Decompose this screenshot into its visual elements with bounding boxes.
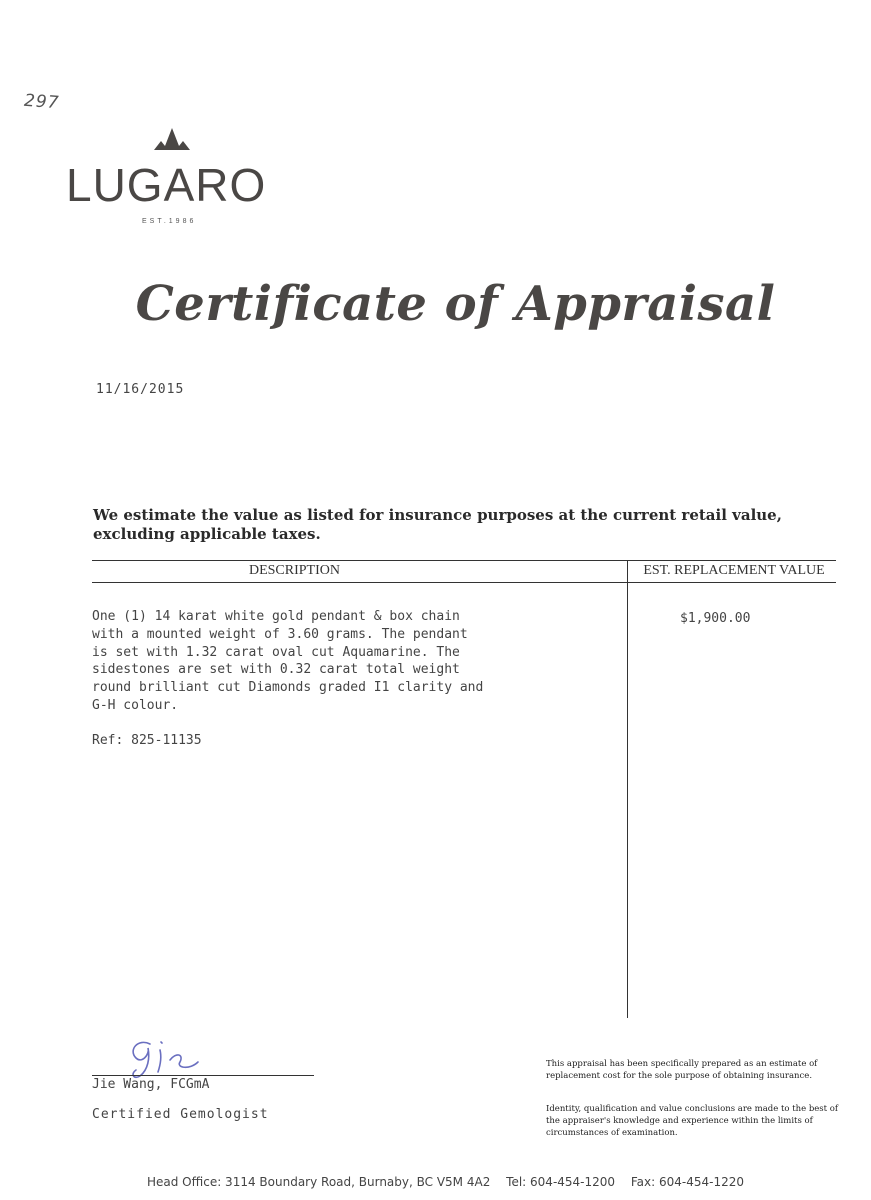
disclaimer-identity: Identity, qualification and value conclusions are made to the best of the appraiser's knowledge and experience within the limits of circumstances of examination. [546,1104,839,1138]
table-top-rule [92,560,836,561]
signature-image [120,1036,210,1080]
table-column-divider [627,560,628,1018]
disclaimer-purpose: This appraisal has been specifically prepared as an estimate of replacement cost for the sole purpose of obtaining insurance. [546,1059,818,1081]
page-title: Certificate of Appraisal [135,276,776,332]
footer-fax: Fax: 604-454-1220 [630,1175,744,1189]
company-logo [64,122,284,232]
footer-address: Head Office: 3114 Boundary Road, Burnaby, BC V5M 4A2 [146,1175,491,1189]
footer-contact [0,1175,871,1189]
appraiser-title: Certified Gemologist [92,1107,269,1122]
logo-name: LUGARO [66,159,267,211]
valuation-statement: We estimate the value as listed for insurance purposes at the current retail value, excluding applicable taxes. [93,506,782,543]
crown-icon [152,126,192,152]
appraiser-name: Jie Wang, FCGmA [92,1077,210,1092]
value-column-header: EST. REPLACEMENT VALUE [643,563,825,578]
logo-established: EST.1986 [142,218,197,225]
footer-phone: Tel: 604-454-1200 [506,1175,616,1189]
signature-line [92,1075,314,1076]
table-header-rule [92,582,836,583]
item-reference: Ref: 825-11135 [92,733,202,748]
description-column-header: DESCRIPTION [248,563,340,578]
handwritten-number: 297 [23,90,61,114]
replacement-value: $1,900.00 [680,611,751,626]
item-description: One (1) 14 karat white gold pendant & box chain with a mounted weight of 3.60 grams. The pendant is set with 1.32 carat oval cut Aquamarine. The sidestones are set with 0.32 carat total weight round brilliant cut Diamonds graded I1 clarity and G-H colour. [92,609,484,713]
appraisal-date: 11/16/2015 [96,382,185,397]
